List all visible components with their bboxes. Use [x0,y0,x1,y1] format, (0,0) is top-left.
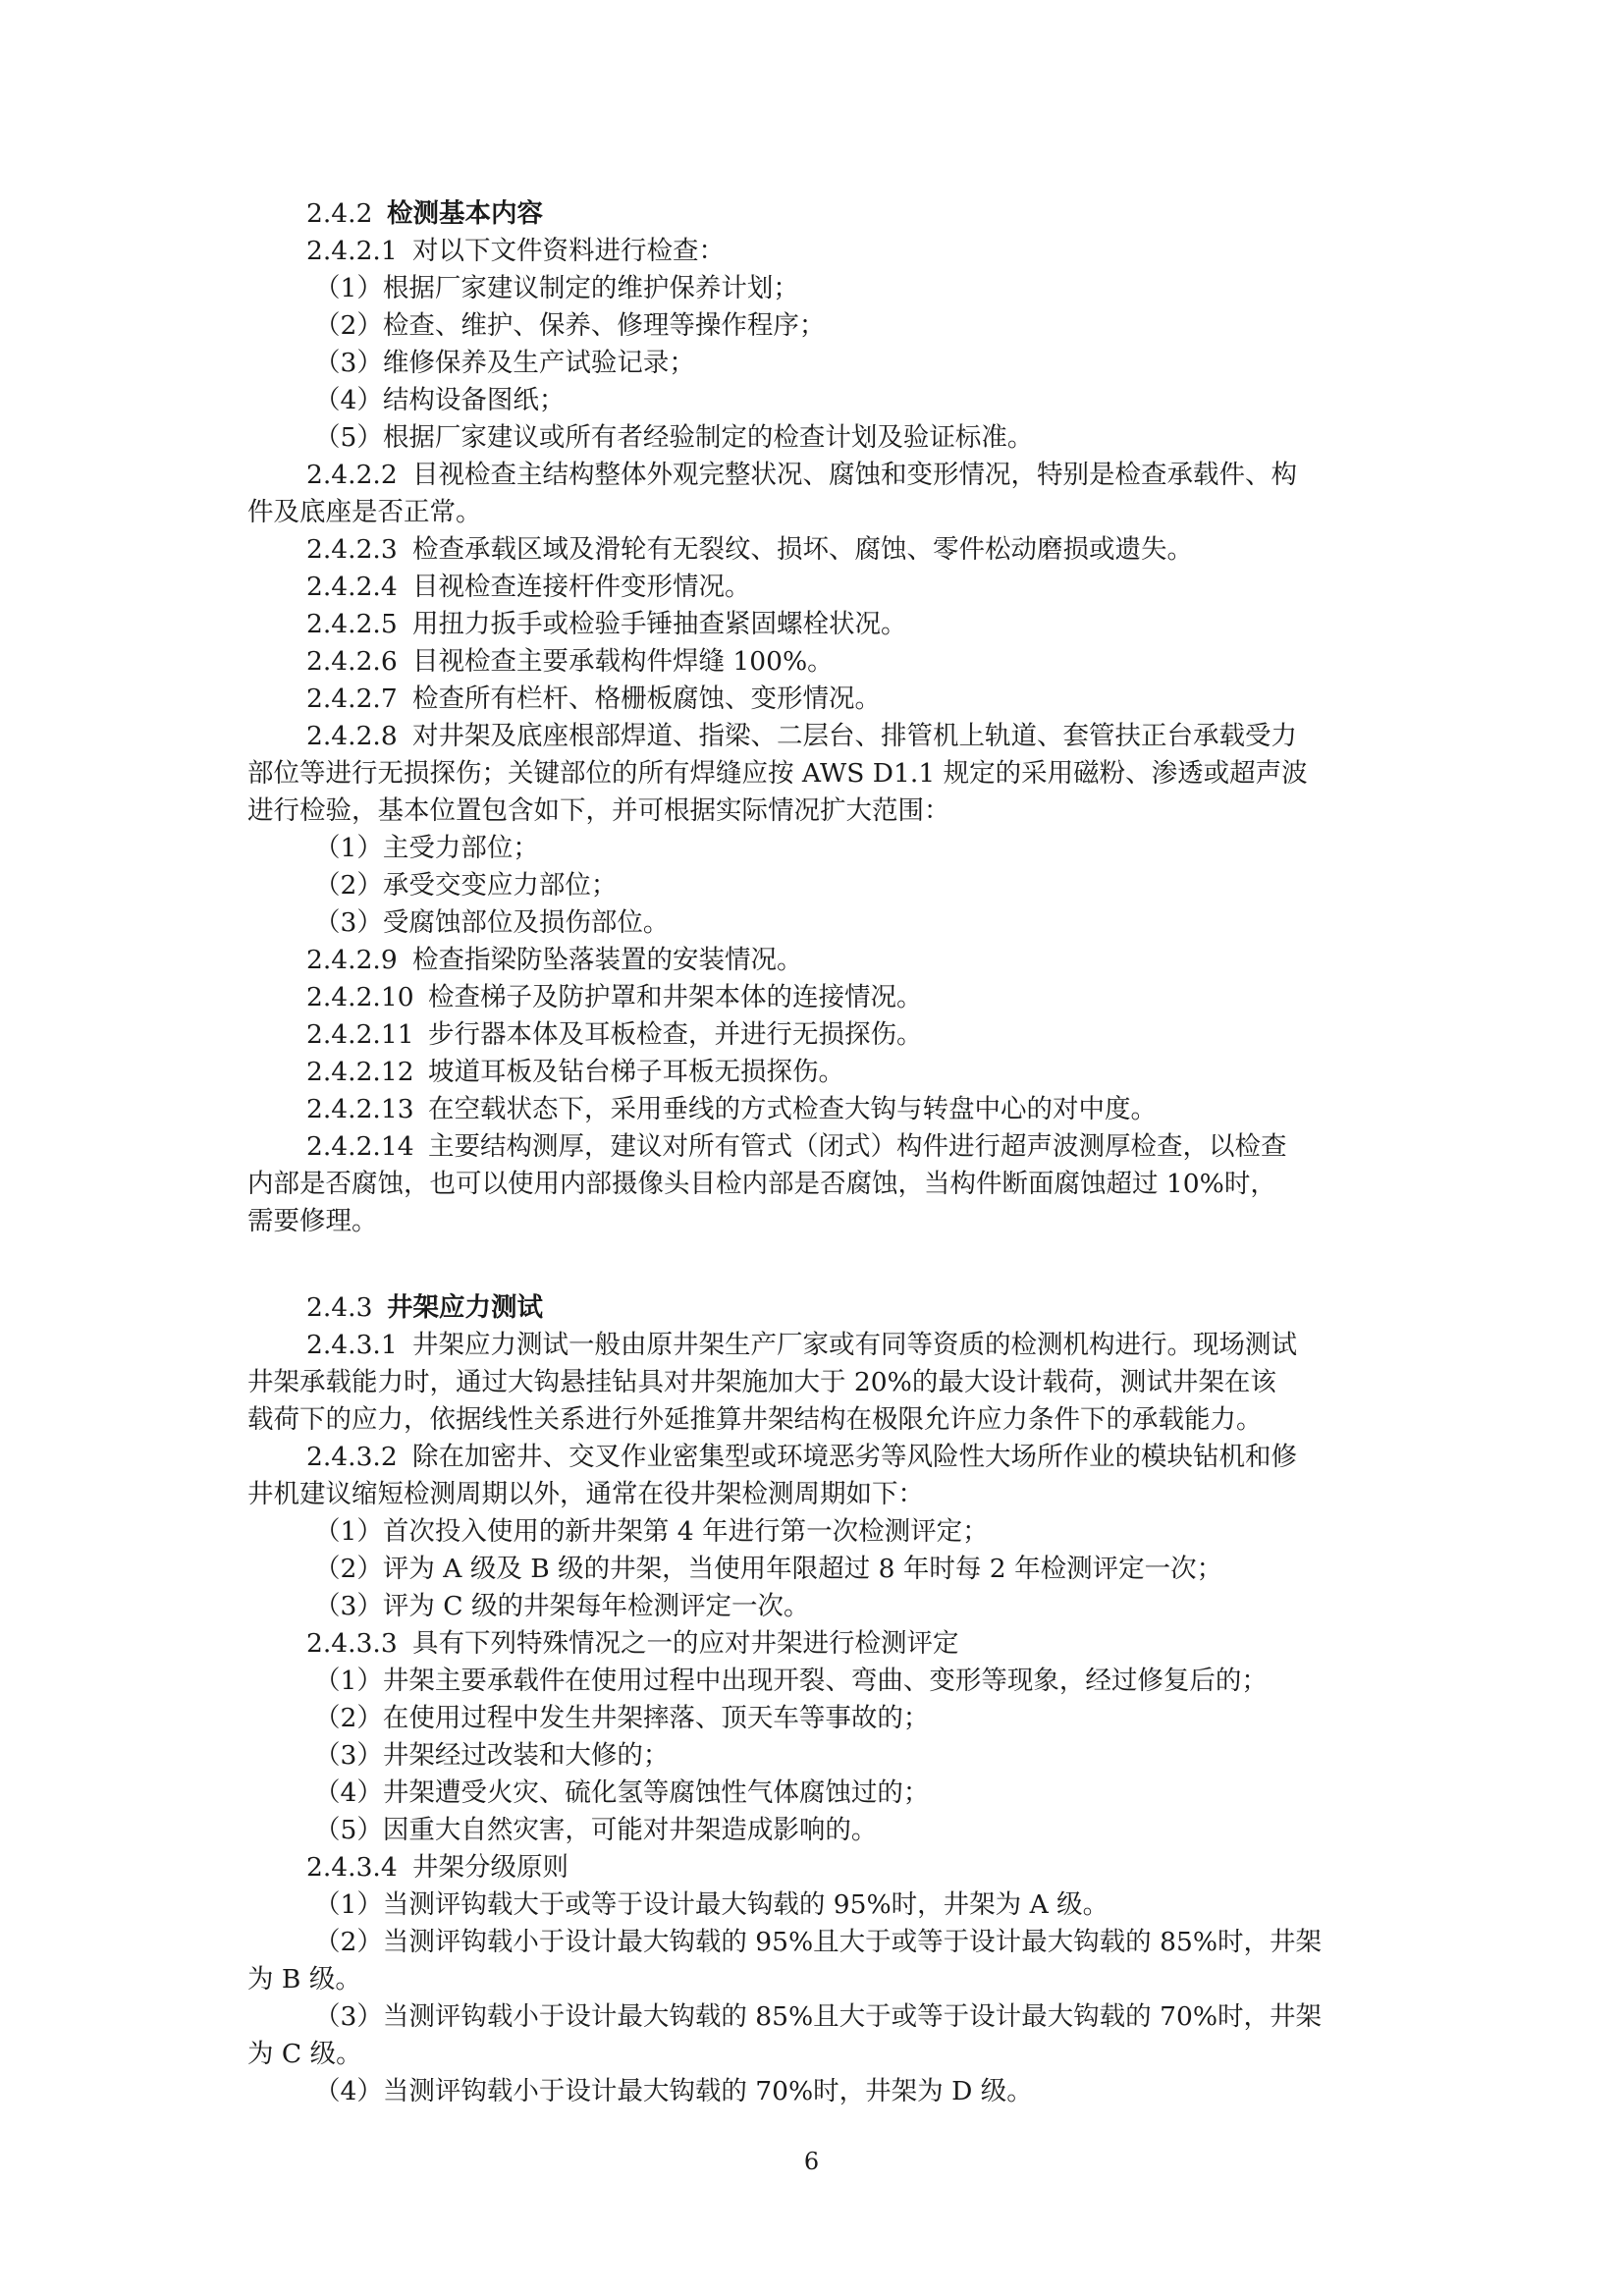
list-item: （1）根据厂家建议制定的维护保养计划； [314,273,799,303]
list-item: （4）井架遭受火灾、硫化氢等腐蚀性气体腐蚀过的； [314,1777,930,1808]
list-item: （1）主受力部位； [314,833,539,863]
list-item: （1）首次投入使用的新井架第 4 年进行第一次检测评定； [314,1516,989,1547]
para-2-4-2-8: 2.4.2.8 对井架及底座根部焊道、指梁、二层台、排管机上轨道、套管扶正台承载受力 [306,721,1297,751]
list-item: （2）在使用过程中发生井架摔落、顶天车等事故的； [314,1703,930,1733]
para-2-4-3-4: 2.4.3.4 井架分级原则 [306,1852,568,1883]
list-item: （2）评为 A 级及 B 级的井架，当使用年限超过 8 年时每 2 年检测评定一次； [314,1554,1223,1584]
para-2-4-2-1: 2.4.2.1 对以下文件资料进行检查： [306,236,725,266]
section-heading-2-4-2: 2.4.2 检测基本内容 [306,198,543,229]
para-2-4-2-2-cont: 件及底座是否正常。 [247,497,482,527]
para-2-4-3-1: 2.4.3.1 井架应力测试一般由原井架生产厂家或有同等资质的检测机构进行。现场测试 [306,1330,1297,1360]
list-item: （3）受腐蚀部位及损伤部位。 [314,907,670,938]
para-2-4-3-1-cont: 井架承载能力时，通过大钩悬挂钻具对井架施加大于 20%的最大设计载荷，测试井架在该 [247,1367,1276,1397]
para-2-4-3-2: 2.4.3.2 除在加密井、交叉作业密集型或环境恶劣等风险性大场所作业的模块钻机和修 [306,1442,1297,1472]
para-2-4-2-14-cont: 需要修理。 [247,1206,378,1236]
list-item: （4）当测评钩载小于设计最大钩载的 70%时，井架为 D 级。 [314,2076,1033,2106]
para-2-4-3-2-cont: 井机建议缩短检测周期以外，通常在役井架检测周期如下： [247,1479,924,1509]
para-2-4-2-13: 2.4.2.13 在空载状态下，采用垂线的方式检查大钩与转盘中心的对中度。 [306,1094,1157,1124]
list-item: （1）井架主要承载件在使用过程中出现开裂、弯曲、变形等现象，经过修复后的； [314,1666,1268,1696]
para-2-4-2-11: 2.4.2.11 步行器本体及耳板检查，并进行无损探伤。 [306,1019,923,1050]
para-2-4-2-3: 2.4.2.3 检查承载区域及滑轮有无裂纹、损坏、腐蚀、零件松动磨损或遗失。 [306,534,1193,565]
page-number: 6 [803,2148,820,2175]
list-item-cont: 为 C 级。 [247,2039,362,2069]
list-item: （5）因重大自然灾害，可能对井架造成影响的。 [314,1815,878,1845]
para-2-4-2-8-cont: 进行检验，基本位置包含如下，并可根据实际情况扩大范围： [247,795,950,826]
para-2-4-3-3: 2.4.3.3 具有下列特殊情况之一的应对井架进行检测评定 [306,1628,959,1659]
para-2-4-3-1-cont: 载荷下的应力，依据线性关系进行外延推算井架结构在极限允许应力条件下的承载能力。 [247,1404,1263,1435]
list-item: （3）井架经过改装和大修的； [314,1740,670,1771]
para-2-4-2-14: 2.4.2.14 主要结构测厚，建议对所有管式（闭式）构件进行超声波测厚检查，以检查 [306,1131,1287,1162]
list-item: （3）评为 C 级的井架每年检测评定一次。 [314,1591,810,1621]
list-item: （1）当测评钩载大于或等于设计最大钩载的 95%时，井架为 A 级。 [314,1889,1109,1920]
para-2-4-2-12: 2.4.2.12 坡道耳板及钻台梯子耳板无损探伤。 [306,1057,844,1087]
para-2-4-2-6: 2.4.2.6 目视检查主要承载构件焊缝 100%。 [306,646,834,677]
para-2-4-2-4: 2.4.2.4 目视检查连接杆件变形情况。 [306,572,751,602]
list-item: （2）检查、维护、保养、修理等操作程序； [314,310,826,341]
para-2-4-2-9: 2.4.2.9 检查指梁防坠落装置的安装情况。 [306,945,803,975]
para-2-4-2-7: 2.4.2.7 检查所有栏杆、格栅板腐蚀、变形情况。 [306,683,881,714]
list-item: （4）结构设备图纸； [314,385,566,415]
para-2-4-2-8-cont: 部位等进行无损探伤；关键部位的所有焊缝应按 AWS D1.1 规定的采用磁粉、渗透或超声波 [247,758,1308,789]
para-2-4-2-5: 2.4.2.5 用扭力扳手或检验手锤抽查紧固螺栓状况。 [306,609,907,639]
para-2-4-2-10: 2.4.2.10 检查梯子及防护罩和井架本体的连接情况。 [306,982,923,1012]
section-heading-2-4-3: 2.4.3 井架应力测试 [306,1292,543,1323]
para-2-4-2-2: 2.4.2.2 目视检查主结构整体外观完整状况、腐蚀和变形情况，特别是检查承载件、构 [306,460,1297,490]
list-item: （2）当测评钩载小于设计最大钩载的 95%且大于或等于设计最大钩载的 85%时，井架 [314,1927,1323,1957]
list-item: （3）维修保养及生产试验记录； [314,348,695,378]
para-2-4-2-14-cont: 内部是否腐蚀，也可以使用内部摄像头目检内部是否腐蚀，当构件断面腐蚀超过 10%时， [247,1169,1276,1199]
list-item-cont: 为 B 级。 [247,1964,361,1995]
list-item: （5）根据厂家建议或所有者经验制定的检查计划及验证标准。 [314,422,1034,453]
list-item: （2）承受交变应力部位； [314,870,618,901]
list-item: （3）当测评钩载小于设计最大钩载的 85%且大于或等于设计最大钩载的 70%时，井架 [314,2001,1323,2032]
